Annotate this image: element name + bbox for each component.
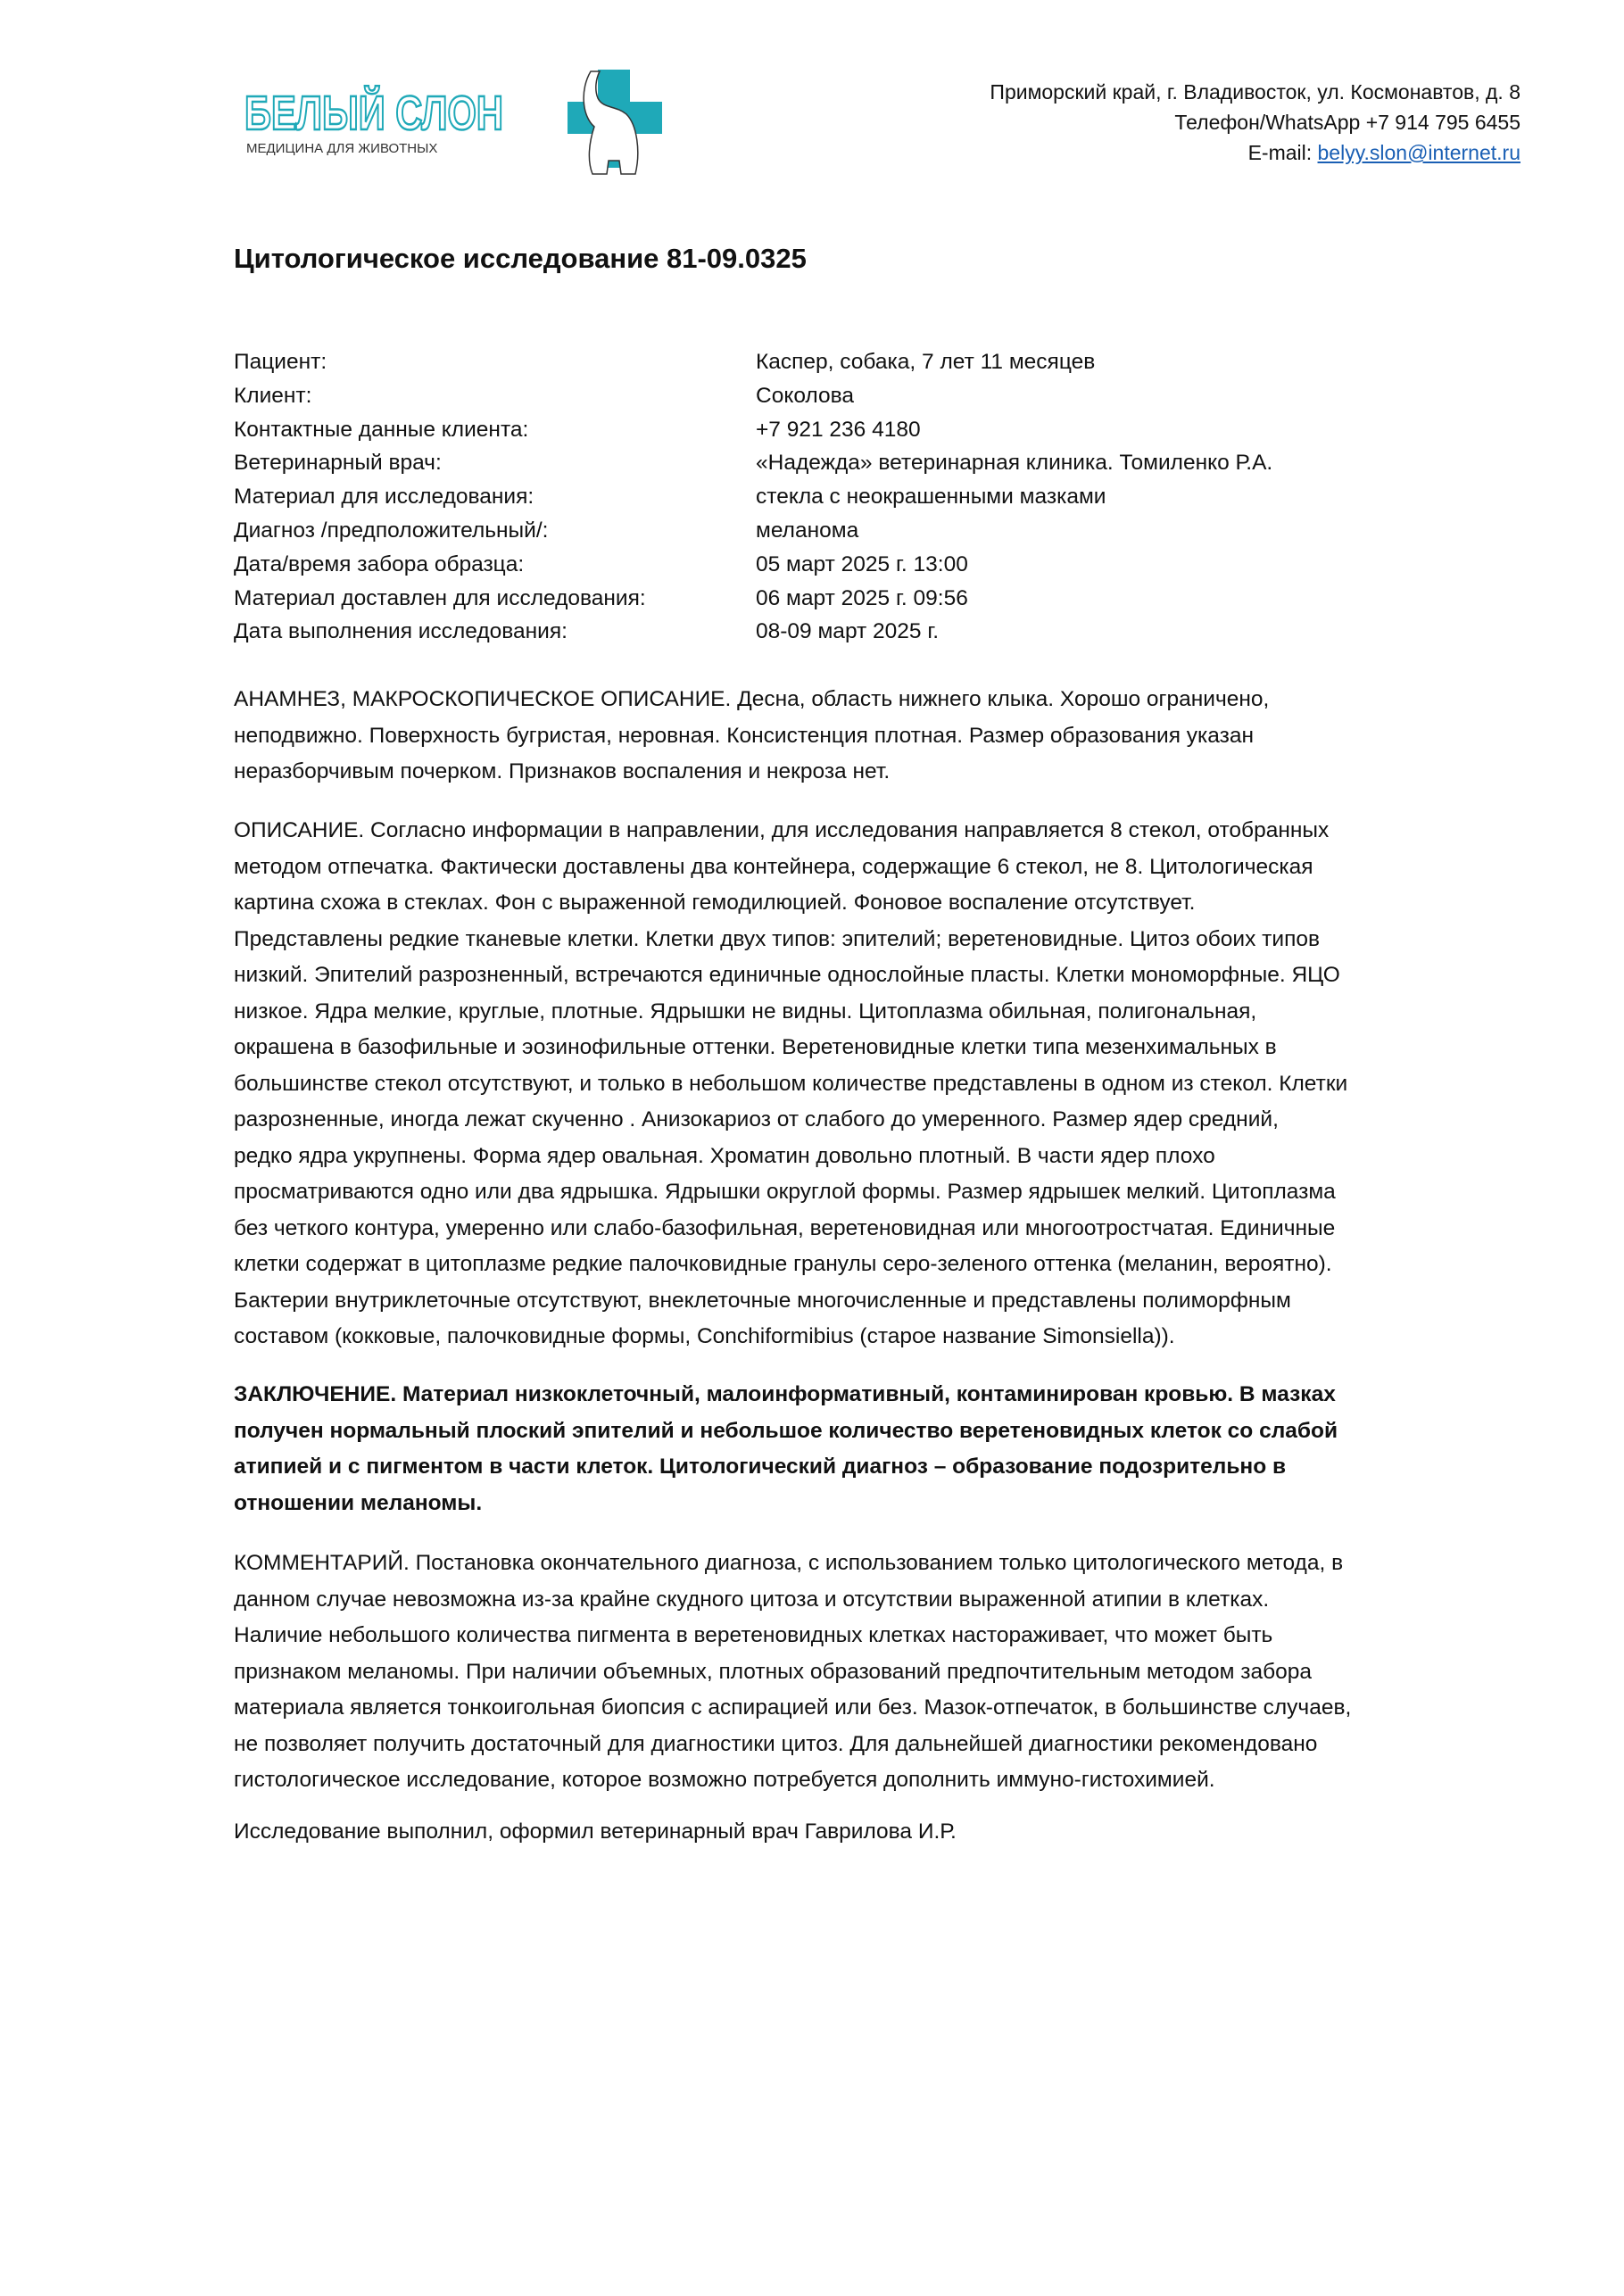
field-value: 08-09 март 2025 г. (756, 619, 940, 644)
comment-paragraph (234, 1546, 1537, 1799)
clinic-phone: Телефон/WhatsApp +7 914 795 6455 (1174, 111, 1520, 134)
field-label: Материал для исследования: (234, 485, 534, 510)
text-line: атипией и с пигментом в части клеток. Цитологический диагноз – образование подозрительно в (234, 1455, 1287, 1479)
text-line: методом отпечатка. Фактически доставлены два контейнера, содержащие 6 стекол, не 8. Цитологическая (234, 854, 1313, 879)
text-line: признаком меланомы. При наличии объемных, плотных образований предпочтительным методом забора (234, 1659, 1313, 1684)
text-line: составом (кокковые, палочковидные формы, Conchiformibius (старое название Simonsiella)). (234, 1324, 1175, 1348)
signature-text: Исследование выполнил, оформил ветеринарный врач Гаврилова И.Р. (234, 1819, 957, 1844)
text-line: без четкого контура, умеренно или слабо-базофильная, веретеновидная или многоотростчатая. Единичные (234, 1215, 1336, 1240)
logo-tagline: МЕДИЦИНА ДЛЯ ЖИВОТНЫХ (246, 141, 438, 156)
field-label: Дата/время забора образца: (234, 551, 525, 576)
field-label: Контактные данные клиента: (234, 417, 529, 442)
field-value: 05 март 2025 г. 13:00 (756, 551, 968, 576)
text-line: ЗАКЛЮЧЕНИЕ. Материал низкоклеточный, малоинформативный, контаминирован кровью. В мазках (234, 1382, 1336, 1406)
text-line: неподвижно. Поверхность бугристая, неровная. Консистенция плотная. Размер образования указан (234, 723, 1255, 748)
anamnesis-paragraph (234, 682, 1537, 791)
text-line: АНАМНЕЗ, МАКРОСКОПИЧЕСКОЕ ОПИСАНИЕ. Десна, область нижнего клыка. Хорошо ограничено, (234, 687, 1270, 711)
field-value: меланома (756, 518, 859, 543)
text-line: Бактерии внутриклеточные отсутствуют, внеклеточные многочисленные и представлены полиморфным (234, 1288, 1291, 1313)
field-label: Материал доставлен для исследования: (234, 585, 646, 610)
clinic-address: Приморский край, г. Владивосток, ул. Космонавтов, д. 8 (990, 80, 1520, 104)
text-line: картина схожа в стеклах. Фон с выраженной гемодилюцией. Фоновое воспаление отсутствует. (234, 891, 1196, 915)
signature-line (234, 1814, 1537, 1851)
field-label: Ветеринарный врач: (234, 451, 442, 476)
text-line: КОММЕНТАРИЙ. Постановка окончательного диагноза, с использованием только цитологического метода, в (234, 1551, 1344, 1575)
text-line: окрашена в базофильные и эозинофильные оттенки. Веретеновидные клетки типа мезенхимальных в (234, 1035, 1277, 1059)
text-line: получен нормальный плоский эпителий и небольшое количество веретеновидных клеток со слабой (234, 1418, 1338, 1443)
field-value: «Надежда» ветеринарная клиника. Томиленко Р.А. (756, 451, 1273, 476)
text-line: просматриваются одно или два ядрышка. Ядрышки округлой формы. Размер ядрышек мелкий. Цитоплазма (234, 1180, 1336, 1204)
page-title: Цитологическое исследование 81-09.0325 (234, 243, 807, 274)
text-line: отношении меланомы. (234, 1490, 483, 1515)
text-line: низкий. Эпителий разрозненный, встречаются единичные однослойные пласты. Клетки мономорфные. ЯЦО (234, 963, 1340, 987)
clinic-logo (241, 62, 687, 178)
text-line: большинстве стекол отсутствуют, и только в небольшом количестве представлены в одном из стекол. Клетки (234, 1071, 1348, 1096)
field-value: Соколова (756, 383, 854, 408)
field-value: стекла с неокрашенными мазками (756, 485, 1106, 510)
text-line: данном случае невозможна из-за крайне скудного цитоза и отсутствии выраженной атипии в клетках. (234, 1587, 1270, 1612)
field-value: 06 март 2025 г. 09:56 (756, 585, 968, 610)
description-paragraph (234, 813, 1537, 1355)
field-label: Дата выполнения исследования: (234, 619, 568, 644)
field-label: Клиент: (234, 383, 312, 408)
text-line: разрозненные, иногда лежат скученно . Анизокариоз от слабого до умеренного. Размер ядер средний, (234, 1107, 1279, 1131)
text-line: низкое. Ядра мелкие, круглые, плотные. Ядрышки не видны. Цитоплазма обильная, полигональная, (234, 999, 1257, 1024)
text-line: редко ядра укрупнены. Форма ядер овальная. Хроматин довольно плотный. В части ядер плохо (234, 1143, 1215, 1168)
text-line: ОПИСАНИЕ. Согласно информации в направлении, для исследования направляется 8 стекол, отобранных (234, 818, 1330, 842)
text-line: Наличие небольшого количества пигмента в веретеновидных клетках настораживает, что может быть (234, 1623, 1273, 1647)
field-label: Пациент: (234, 350, 327, 374)
text-line: гистологическое исследование, которое возможно потребуется дополнить иммуно-гистохимией. (234, 1768, 1215, 1792)
text-line: клетки содержат в цитоплазме редкие палочковидные гранулы серо-зеленого оттенка (меланин, вероятно). (234, 1252, 1332, 1276)
text-line: не позволяет получить достаточный для диагностики цитоз. Для дальнейшей диагностики рекомендовано (234, 1731, 1318, 1756)
text-line: Представлены редкие тканевые клетки. Клетки двух типов: эпителий; веретеновидные. Цитоз обоих типов (234, 926, 1320, 951)
field-label: Диагноз /предположительный/: (234, 518, 549, 543)
elephant-cross-logo-icon (241, 62, 687, 178)
field-value: +7 921 236 4180 (756, 417, 921, 442)
clinic-email-line (1248, 141, 1520, 165)
email-label: E-mail: (1247, 141, 1318, 164)
email-link[interactable]: belyy.slon@internet.ru (1317, 141, 1520, 164)
field-value: Каспер, собака, 7 лет 11 месяцев (756, 350, 1096, 374)
text-line: материала является тонкоигольная биопсия с аспирацией или без. Мазок-отпечаток, в большинстве случаев, (234, 1695, 1352, 1720)
text-line: неразборчивым почерком. Признаков воспаления и некроза нет. (234, 759, 891, 783)
conclusion-paragraph (234, 1377, 1537, 1521)
svg-text:БЕЛЫЙ СЛОН: БЕЛЫЙ СЛОН (244, 87, 580, 140)
